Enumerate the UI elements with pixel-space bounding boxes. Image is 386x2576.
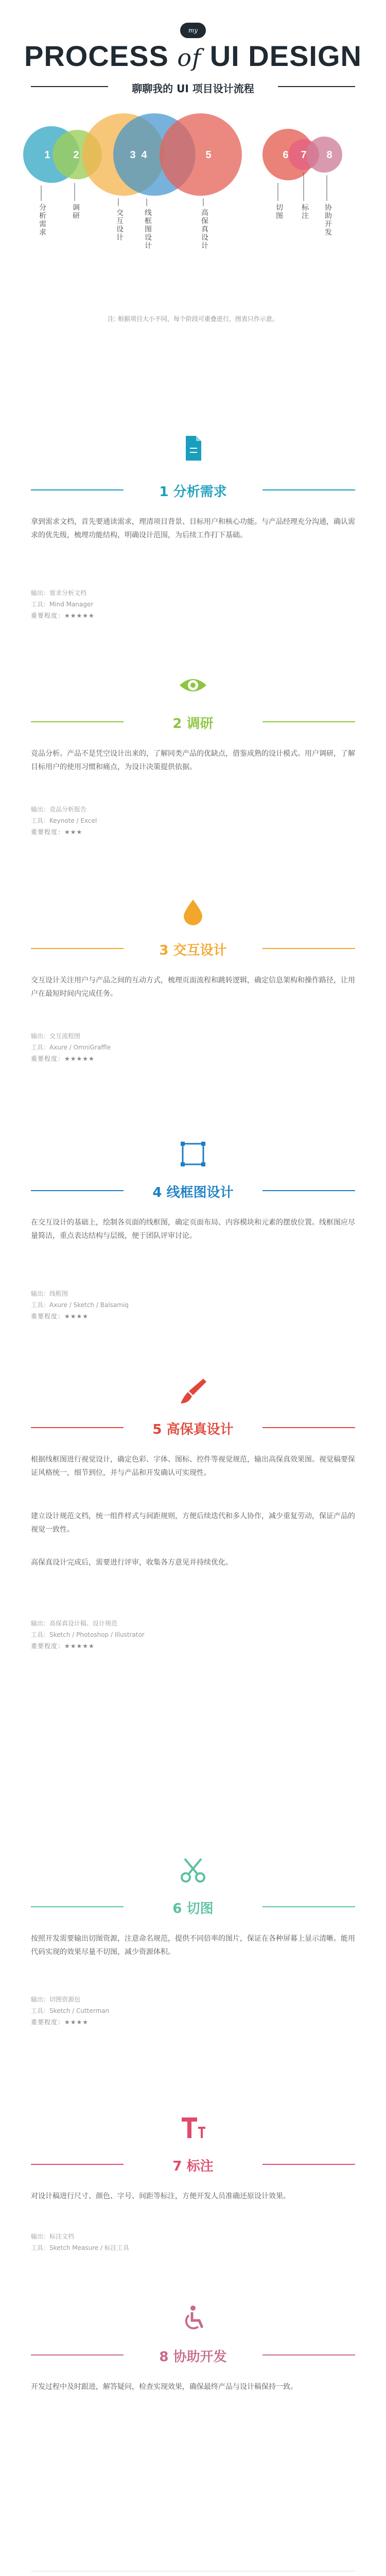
section-wireframe (0, 1139, 386, 1396)
meta-tool: 工具：Mind Manager (31, 601, 94, 608)
title-line-right (262, 721, 355, 722)
stage-label-7: 标注 (301, 204, 309, 220)
section-paragraph: 交互设计关注用户与产品之间的互动方式，梳理页面流程和跳转逻辑，确定信息架构和操作路径，让用户在最短时间内完成任务。 (31, 976, 355, 998)
section-paragraph: 竞品分析。产品不是凭空设计出来的，了解同类产品的优缺点，借鉴成熟的设计模式。用户调研，了解目标用户的使用习惯和痛点，为设计决策提供依据。 (31, 750, 355, 771)
section-paragraph-2: 建立设计规范文档，统一组件样式与间距规则，方便后续迭代和多人协作，减少重复劳动，保证产品的视觉一致性。 (31, 1512, 355, 1534)
meta-importance: 重要程度：★★★★★ (31, 612, 95, 619)
section-paragraph: 在交互设计的基础上，绘制各页面的线框图，确定页面布局、内容模块和元素的摆放位置。线框图应尽量简洁，重点表达结构与层级，便于团队评审讨论。 (31, 1218, 355, 1240)
section-title-row (31, 1896, 355, 1917)
venn-diagram-svg (0, 98, 386, 433)
meta-importance: 重要程度：★★★ (31, 828, 83, 836)
title-line-right (262, 2164, 355, 2165)
meta-tool: 工具：Axure / Sketch / Balsamiq (31, 1301, 129, 1309)
section-analysis (0, 433, 386, 690)
wireframe-icon (178, 1139, 208, 1170)
circle-label-8: 8 (326, 149, 332, 161)
section-paragraph: 根据线框图进行视觉设计，确定色彩、字体、图标、控件等视觉规范，输出高保真效果图。视觉稿要保证风格统一，细节到位，并与产品和开发确认可实现性。 (31, 1455, 355, 1477)
meta-output: 输出：需求分析文档 (31, 589, 87, 597)
meta-importance: 重要程度：★★★★ (31, 1313, 89, 1320)
section-title-row (31, 938, 355, 958)
meta-importance: 重要程度：★★★★ (31, 2019, 89, 2026)
meta-output: 输出：交互流程图 (31, 1032, 81, 1040)
stage-label-4: 线框图设计 (144, 209, 152, 250)
section-interaction (0, 896, 386, 1123)
section-title: 1 分析需求 (159, 484, 227, 500)
text-icon (178, 2112, 208, 2143)
title-process: PROCESS (24, 40, 169, 72)
section-title: 7 标注 (172, 2159, 214, 2174)
eye-icon (178, 670, 208, 701)
circle-8 (306, 137, 342, 173)
circle-label-4: 4 (141, 149, 147, 161)
meta-output: 输出：高保真设计稿、设计规范 (31, 1620, 118, 1627)
meta-importance: 重要程度：★★★★★ (31, 1055, 95, 1062)
meta-output: 输出：标注文档 (31, 2233, 75, 2240)
section-title-row (31, 2154, 355, 2174)
section-paragraph: 按照开发需要输出切图资源，注意命名规范，提供不同倍率的图片，保证在各种屏幕上显示清晰。能用代码实现的效果尽量不切图，减少资源体积。 (31, 1935, 355, 1956)
meta-tool: 工具：Sketch Measure / 标注工具 (31, 2244, 129, 2251)
circle-label-5: 5 (205, 149, 212, 161)
title-of: of (177, 44, 202, 72)
section-title-row (31, 1180, 355, 1200)
main-title (0, 39, 386, 73)
circle-label-3: 3 (130, 149, 136, 161)
section-title-row (31, 2344, 355, 2365)
process-diagram (0, 98, 386, 433)
my-badge: my (180, 23, 206, 38)
meta-tool: 工具：Axure / OmniGraffle (31, 1044, 111, 1051)
title-ui-design: UI DESIGN (209, 40, 362, 72)
meta-tool: 工具：Sketch / Photoshop / Illustrator (31, 1631, 145, 1638)
circle-label-7: 7 (301, 149, 307, 161)
scissors-icon (178, 1855, 208, 1886)
header (0, 0, 386, 98)
meta-tool: 工具：Sketch / Cutterman (31, 2007, 110, 2014)
meta-output: 输出：切图资源包 (31, 1996, 81, 2003)
section-paragraph: 开发过程中及时跟进，解答疑问，检查实现效果，确保最终产品与设计稿保持一致。 (31, 2383, 297, 2391)
meta-importance: 重要程度：★★★★★ (31, 1642, 95, 1650)
title-line-right (262, 1190, 355, 1191)
section-paragraph-3: 高保真设计完成后，需要进行评审，收集各方意见并持续优化。 (31, 1558, 233, 1567)
section-title-row (31, 711, 355, 732)
stage-label-5: 高保真设计 (200, 209, 208, 250)
subtitle: 聊聊我的 UI 项目设计流程 (132, 82, 254, 95)
section-meta (31, 1288, 355, 1322)
section-title: 8 协助开发 (159, 2349, 227, 2365)
meta-tool: 工具：Keynote / Excel (31, 817, 97, 824)
section-slicing (0, 1855, 386, 2081)
stage-label-1: 分析需求 (38, 204, 46, 236)
section-title: 5 高保真设计 (152, 1422, 234, 1437)
title-line-right (262, 948, 355, 949)
circle-5 (160, 113, 242, 196)
circle-label-6: 6 (283, 149, 289, 161)
stage-label-8: 协助开发 (324, 204, 332, 236)
subtitle-line-right (278, 86, 355, 87)
title-line-right (262, 489, 355, 490)
section-visual (0, 1376, 386, 1829)
section-title: 6 切图 (172, 1901, 214, 1917)
diagram-caption: 注: 根据项目大小不同，每个阶段可重叠进行，图表只作示意。 (108, 315, 278, 323)
circle-label-1: 1 (44, 149, 50, 161)
section-paragraph: 对设计稿进行尺寸、颜色、字号、间距等标注，方便开发人员准确还原设计效果。 (31, 2192, 290, 2200)
section-paragraph: 拿到需求文档，首先要通读需求，理清项目背景、目标用户和核心功能。与产品经理充分沟通，确认需求的优先级，梳理功能结构，明确设计范围，为后续工作打下基础。 (31, 518, 355, 539)
subtitle-bar (31, 77, 355, 96)
meta-output: 输出：竞品分析报告 (31, 806, 87, 813)
section-meta (31, 1618, 355, 1652)
circle-label-2: 2 (73, 149, 79, 161)
section-meta (31, 804, 355, 838)
section-meta (31, 1030, 355, 1064)
section-annotation (0, 2112, 386, 2318)
accessibility-icon (178, 2303, 208, 2334)
title-line-right (262, 1906, 355, 1907)
section-title-row (31, 479, 355, 500)
title-line-right (262, 2354, 355, 2355)
drop-icon (178, 896, 208, 927)
section-title-row (31, 1417, 355, 1437)
meta-output: 输出：线框图 (31, 1290, 68, 1297)
section-meta (31, 1994, 355, 2028)
section-title: 3 交互设计 (159, 943, 227, 958)
section-title: 4 线框图设计 (152, 1185, 234, 1200)
section-meta (31, 2231, 355, 2253)
stage-label-6: 切图 (275, 204, 283, 220)
document-icon (178, 433, 208, 464)
section-development (0, 2303, 386, 2468)
brush-icon (178, 1376, 208, 1406)
stage-label-3: 交互设计 (115, 209, 124, 242)
section-meta (31, 587, 355, 621)
title-line-right (262, 1427, 355, 1428)
section-research (0, 670, 386, 896)
stage-label-2: 调研 (72, 204, 80, 220)
section-title: 2 调研 (172, 716, 214, 732)
